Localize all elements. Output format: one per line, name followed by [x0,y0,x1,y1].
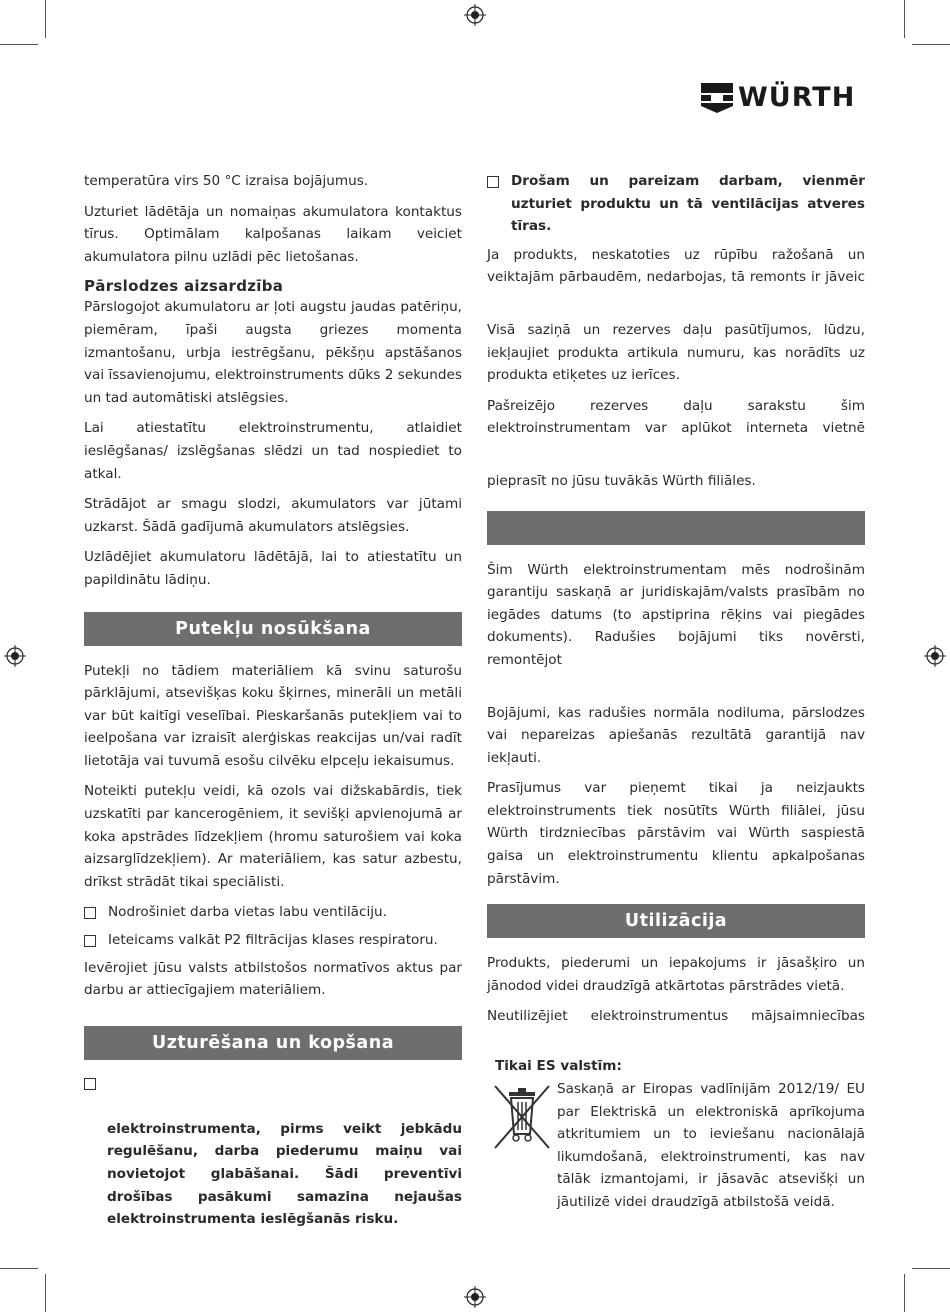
paragraph: Ievērojiet jūsu valsts atbilstošos normatīvos aktus par darbu ar attiecīgajiem materiāliem. [84,959,462,999]
checklist-item [487,170,865,238]
section-banner-disposal: Utilizācija [487,904,865,938]
checkbox-icon [84,1078,96,1090]
eu-text: Saskaņā ar Eiropas vadlīnijām 2012/19/ EU par Elektriskā un elektroniskā aprīkojuma atkritumiem un to ieviešanu nacionālajā likumdošanā, elektroinstrumenti, kas nav tālāk izmantojami, ir jāsavāc atsevišķi un jāutilizē videi draudzīgā atbilstošā veidā. [557,1081,865,1210]
registration-mark-icon [4,645,26,667]
paragraph: Uzturiet lādētāja un nomaiņas akumulatora kontaktus tīrus. Optimālam kalpošanas laikam veiciet akumulatora pilnu uzlādi pēc lietošanas. [84,203,462,265]
registration-mark-icon [464,1286,486,1308]
checklist-text: Ieteicams valkāt P2 filtrācijas klases respiratoru. [108,932,438,949]
checkbox-icon [84,907,96,919]
paragraph: temperatūra virs 50 °C izraisa bojājumus. [84,173,369,189]
registration-mark-icon [464,4,486,26]
paragraph: Pašreizējo rezerves daļu sarakstu šim elektroinstrumentam var aplūkot interneta vietnē [487,397,865,437]
checkbox-icon [84,935,96,947]
paragraph: Noteikti putekļu veidi, kā ozols vai dižskabārdis, tiek uzskatīti par kancerogēniem, it sevišķi apvienojumā ar koka apstrādes līdzekļiem (hromu saturošiem vai koka aizsarglīdzekļiem). Ar materiāliem, kas satur azbestu, drīkst strādāt tikai speciālisti. [84,783,462,890]
wurth-emblem-icon [700,80,734,114]
section-heading-overload: Pārslodzes aizsardzība [84,277,284,296]
eu-heading: Tikai ES valstīm: [495,1058,622,1075]
paragraph: Uzlādējiet akumulatoru lādētājā, lai to atiestatītu un papildinātu lādiņu. [84,549,462,588]
checklist-text: Nodrošiniet darba vietas labu ventilāciju. [108,904,387,921]
checklist-text: Drošam un pareizam darbam, vienmēr uzturiet produktu un tā ventilācijas atveres tīras. [511,173,865,235]
logo-text: WÜRTH [738,82,856,113]
paragraph: Neutilizējiet elektroinstrumentus mājsaimniecības [487,1008,865,1025]
registration-mark-icon [924,645,946,667]
crop-mark [45,1274,46,1312]
paragraph: Ja produkts, neskatoties uz rūpību ražošanā un veiktajām pārbaudēm, nedarbojas, tā remonts ir jāveic [487,246,865,286]
crop-mark [912,1268,950,1269]
checklist-item [84,901,462,924]
eu-notice [487,1078,865,1214]
right-column [487,170,865,1214]
crop-mark [904,0,905,38]
crossed-bin-icon [487,1082,557,1152]
crop-mark [0,1268,38,1269]
wurth-logo [700,80,868,116]
paragraph: Visā saziņā un rezerves daļu pasūtījumos, lūdzu, iekļaujiet produkta artikula numuru, kas norādīts uz produkta etiķetes uz ierīces. [487,321,865,384]
section-banner-dust: Putekļu nosūkšana [84,612,462,646]
paragraph: Bojājumi, kas radušies normāla nodiluma, pārslodzes vai nepareizas apiešanās rezultātā garantijā nav iekļauti. [487,704,865,766]
paragraph: Putekļi no tādiem materiāliem kā svinu saturošu pārklājumi, atsevišķas koku šķirnes, minerāli un metāli var būt kaitīgi veselībai. Pieskaršanās putekļiem vai to ieelpošana var izraisīt alerģiskas reakcijas un/vai radīt lietotāja vai tuvumā esošu cilvēku elpceļu iekaisumus. [84,662,462,769]
paragraph: Produkts, piederumi un iepakojums ir jāsašķiro un jānodod videi draudzīgā atkārtotas pārstrādes vietā. [487,955,865,994]
paragraph: Šim Würth elektroinstrumentam mēs nodrošinām garantiju saskaņā ar juridiskajām/valsts prasībām no iegādes datums (to apstiprina rēķins vai piegādes dokuments). Radušies bojājumi tiks novērsti, remontējot [487,561,865,668]
paragraph: Lai atiestatītu elektroinstrumentu, atlaidiet ieslēgšanas/ izslēgšanas slēdzi un tad nospiediet to atkal. [84,420,462,482]
section-banner-empty [487,511,865,545]
maintenance-warning: elektroinstrumenta, pirms veikt jebkādu regulēšanu, darba piederumu maiņu vai novietojot glabāšanai. Šādi preventīvi drošības pasākumi samazina nejaušas elektroinstrumenta ieslēgšanās risku. [107,1120,462,1228]
crop-mark [45,0,46,38]
checklist-item [84,929,462,952]
paragraph: Prasījumus var pieņemt tikai ja neizjaukts elektroinstruments tiek nosūtīts Würth filiālei, jūsu Würth tirdzniecības pārstāvim vai Würth saspiestā gaisa un elektroinstrumentu klientu apkalpošanas pārstāvim. [487,780,865,887]
crop-mark [904,1274,905,1312]
paragraph: pieprasīt no jūsu tuvākās Würth filiāles. [487,472,756,489]
paragraph: Pārslogojot akumulatoru ar ļoti augstu jaudas patēriņu, piemēram, īpaši augsta griezes momenta izmantošanu, urbja iestrēgšanu, pēkšņu apstāšanos vai īssavienojumu, elektroinstruments dūks 2 sekundes un tad automātiski atslēgsies. [84,299,462,406]
crop-mark [0,44,38,45]
section-banner-maintenance: Uzturēšana un kopšana [84,1026,462,1060]
left-column [84,170,462,1239]
paragraph: Strādājot ar smagu slodzi, akumulators var jūtami uzkarst. Šādā gadījumā akumulators atslēgsies. [84,496,462,535]
checkbox-icon [487,176,499,188]
crop-mark [912,44,950,45]
